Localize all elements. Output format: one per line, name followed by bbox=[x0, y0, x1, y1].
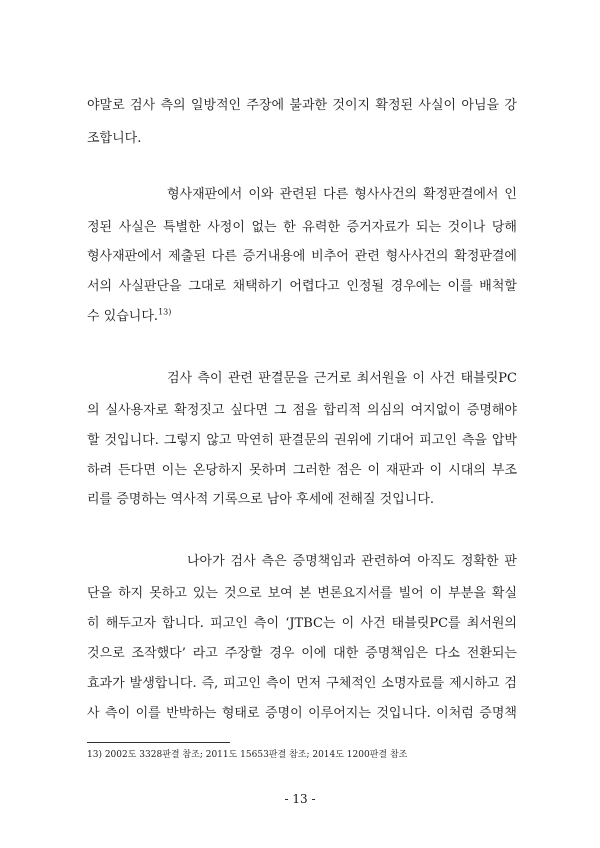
footnote-separator bbox=[87, 742, 230, 743]
paragraph-3-line-3: 할 것입니다. 그렇지 않고 막연히 판결문의 권위에 기대어 피고인 측을 압박 bbox=[87, 433, 517, 448]
paragraph-1-line-1: 야말로 검사 측의 일방적인 주장에 불과한 것이지 확정된 사실이 아님을 강 bbox=[87, 98, 517, 113]
paragraph-2-line-4: 서의 사실판단을 그대로 채택하기 어렵다고 인정될 경우에는 이를 배척할 bbox=[87, 279, 517, 294]
paragraph-2-line-5 bbox=[87, 309, 517, 325]
paragraph-3-line-5: 리를 증명하는 역사적 기록으로 남아 후세에 전해질 것입니다. bbox=[87, 492, 435, 507]
page-number: - 13 - bbox=[284, 792, 316, 806]
paragraph-2-line-1: 형사재판에서 이와 관련된 다른 형사사건의 확정판결에서 인 bbox=[167, 187, 517, 202]
paragraph-4-line-6: 사 측이 이를 반박하는 형태로 증명이 이루어지는 것입니다. 이처럼 증명책 bbox=[87, 706, 517, 721]
paragraph-4-line-4: 것으로 조작했다’ 라고 주장할 경우 이에 대한 증명책임은 다소 전환되는 bbox=[87, 646, 517, 661]
footnote-13: 13) 2002도 3328판결 참조; 2011도 15653판결 참조; 2014도 1200판결 참조 bbox=[87, 750, 408, 760]
footnote-reference-13: 13) bbox=[158, 307, 172, 317]
paragraph-3-line-1: 검사 측이 관련 판결문을 근거로 최서원을 이 사건 태블릿PC bbox=[167, 371, 517, 386]
paragraph-4-line-5: 효과가 발생합니다. 즉, 피고인 측이 먼저 구체적인 소명자료를 제시하고 검 bbox=[87, 676, 517, 691]
paragraph-4-line-1: 나아가 검사 측은 증명책임과 관련하여 아직도 정확한 판 bbox=[187, 554, 517, 569]
paragraph-3-line-4: 하려 든다면 이는 온당하지 못하며 그러한 점은 이 재판과 이 시대의 부조 bbox=[87, 463, 517, 478]
paragraph-2-line-5-text: 수 있습니다. bbox=[87, 309, 159, 324]
paragraph-2-line-3: 형사재판에서 제출된 다른 증거내용에 비추어 관련 형사사건의 확정판결에 bbox=[87, 249, 517, 264]
paragraph-1-line-2: 조합니다. bbox=[87, 131, 142, 146]
paragraph-4-line-3: 히 해두고자 합니다. 피고인 측이 ‘JTBC는 이 사건 태블릿PC를 최서원의 bbox=[87, 616, 517, 631]
paragraph-4-line-2: 단을 하지 못하고 있는 것으로 보여 본 변론요지서를 빌어 이 부분을 확실 bbox=[87, 586, 517, 601]
paragraph-3-line-2: 의 실사용자로 확정짓고 싶다면 그 점을 합리적 의심의 여지없이 증명해야 bbox=[87, 403, 517, 418]
paragraph-2-line-2: 정된 사실은 특별한 사정이 없는 한 유력한 증거자료가 되는 것이나 당해 bbox=[87, 220, 517, 235]
